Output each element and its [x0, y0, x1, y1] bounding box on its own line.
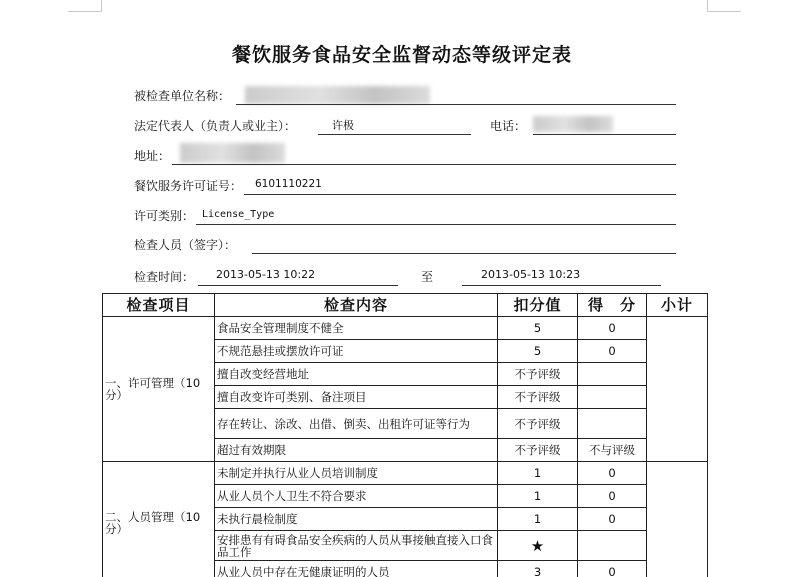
unit-name-label: 被检查单位名称： [134, 89, 231, 103]
license-number-label: 餐饮服务许可证号： [134, 179, 243, 193]
inspection-time-label: 检查时间： [134, 270, 195, 284]
row-content: 食品安全管理制度不健全 [215, 317, 498, 340]
row-content: 未执行晨检制度 [215, 508, 498, 531]
header-subtotal: 小计 [647, 294, 708, 317]
row-score: 0 [578, 317, 647, 340]
phone-label: 电话： [490, 119, 527, 133]
header-item: 检查项目 [103, 294, 215, 317]
inspection-start-time: 2013-05-13 10:22 [216, 268, 316, 281]
license-number-underline [244, 194, 676, 195]
crop-mark-top-right [707, 0, 741, 12]
category-license: 一、许可管理（10分） [103, 317, 215, 462]
row-deduction: 不予评级 [498, 386, 578, 409]
inspection-table [102, 293, 708, 577]
row-content: 不规范悬挂或摆放许可证 [215, 340, 498, 363]
phone-underline [533, 134, 676, 135]
end-time-underline [462, 285, 661, 286]
row-score: 0 [578, 462, 647, 485]
row-content: 安排患有有碍食品安全疾病的人员从事接触直接入口食品工作 [215, 531, 498, 561]
table-row [103, 317, 708, 340]
row-deduction: 不予评级 [498, 439, 578, 462]
license-type-label: 许可类别： [134, 209, 195, 223]
row-content: 从业人员个人卫生不符合要求 [215, 485, 498, 508]
row-deduction: 3 [498, 561, 578, 577]
table-header-row [103, 294, 708, 317]
unit-name-underline [236, 104, 676, 105]
inspector-signature-line [252, 253, 676, 254]
row-deduction: 1 [498, 485, 578, 508]
start-time-underline [198, 285, 398, 286]
row-score: 不与评级 [578, 439, 647, 462]
representative-label: 法定代表人（负责人或业主）： [134, 119, 297, 133]
row-content: 超过有效期限 [215, 439, 498, 462]
inspection-end-time: 2013-05-13 10:23 [481, 268, 581, 281]
row-score: 0 [578, 561, 647, 577]
license-number-value: 6101110221 [255, 178, 322, 190]
category-personnel: 二、人员管理（10分） [103, 462, 215, 577]
license-type-underline [196, 224, 676, 225]
representative-underline [318, 134, 471, 135]
row-score: 0 [578, 485, 647, 508]
row-score: 0 [578, 340, 647, 363]
row-content: 未制定并执行从业人员培训制度 [215, 462, 498, 485]
row-deduction: 不予评级 [498, 409, 578, 439]
row-content: 存在转让、涂改、出借、倒卖、出租许可证等行为 [215, 409, 498, 439]
document-title: 餐饮服务食品安全监督动态等级评定表 [231, 44, 572, 66]
crop-mark-top-left [68, 0, 102, 12]
row-deduction: 5 [498, 317, 578, 340]
license-type-value: License_Type [202, 209, 275, 220]
address-redacted [180, 143, 285, 163]
time-separator: 至 [421, 270, 434, 284]
header-score: 得 分 [578, 294, 647, 317]
row-score [578, 409, 647, 439]
header-deduction: 扣分值 [498, 294, 578, 317]
row-score [578, 531, 647, 561]
row-content: 擅自改变许可类别、备注项目 [215, 386, 498, 409]
row-score: 0 [578, 508, 647, 531]
representative-value: 许极 [332, 119, 354, 132]
inspector-label: 检查人员（签字）： [134, 238, 237, 252]
row-content: 从业人员中存在无健康证明的人员 [215, 561, 498, 577]
row-content: 擅自改变经营地址 [215, 363, 498, 386]
address-underline [172, 164, 676, 165]
row-deduction: 1 [498, 462, 578, 485]
row-score [578, 363, 647, 386]
subtotal-license [647, 317, 708, 462]
unit-name-redacted [245, 86, 430, 104]
subtotal-personnel [647, 462, 708, 577]
row-deduction: 1 [498, 508, 578, 531]
row-deduction: 5 [498, 340, 578, 363]
star-marker: ★ [498, 531, 578, 561]
row-deduction: 不予评级 [498, 363, 578, 386]
row-score [578, 386, 647, 409]
phone-redacted [533, 116, 613, 132]
header-content: 检查内容 [215, 294, 498, 317]
address-label: 地址： [134, 149, 171, 163]
table-row [103, 462, 708, 485]
